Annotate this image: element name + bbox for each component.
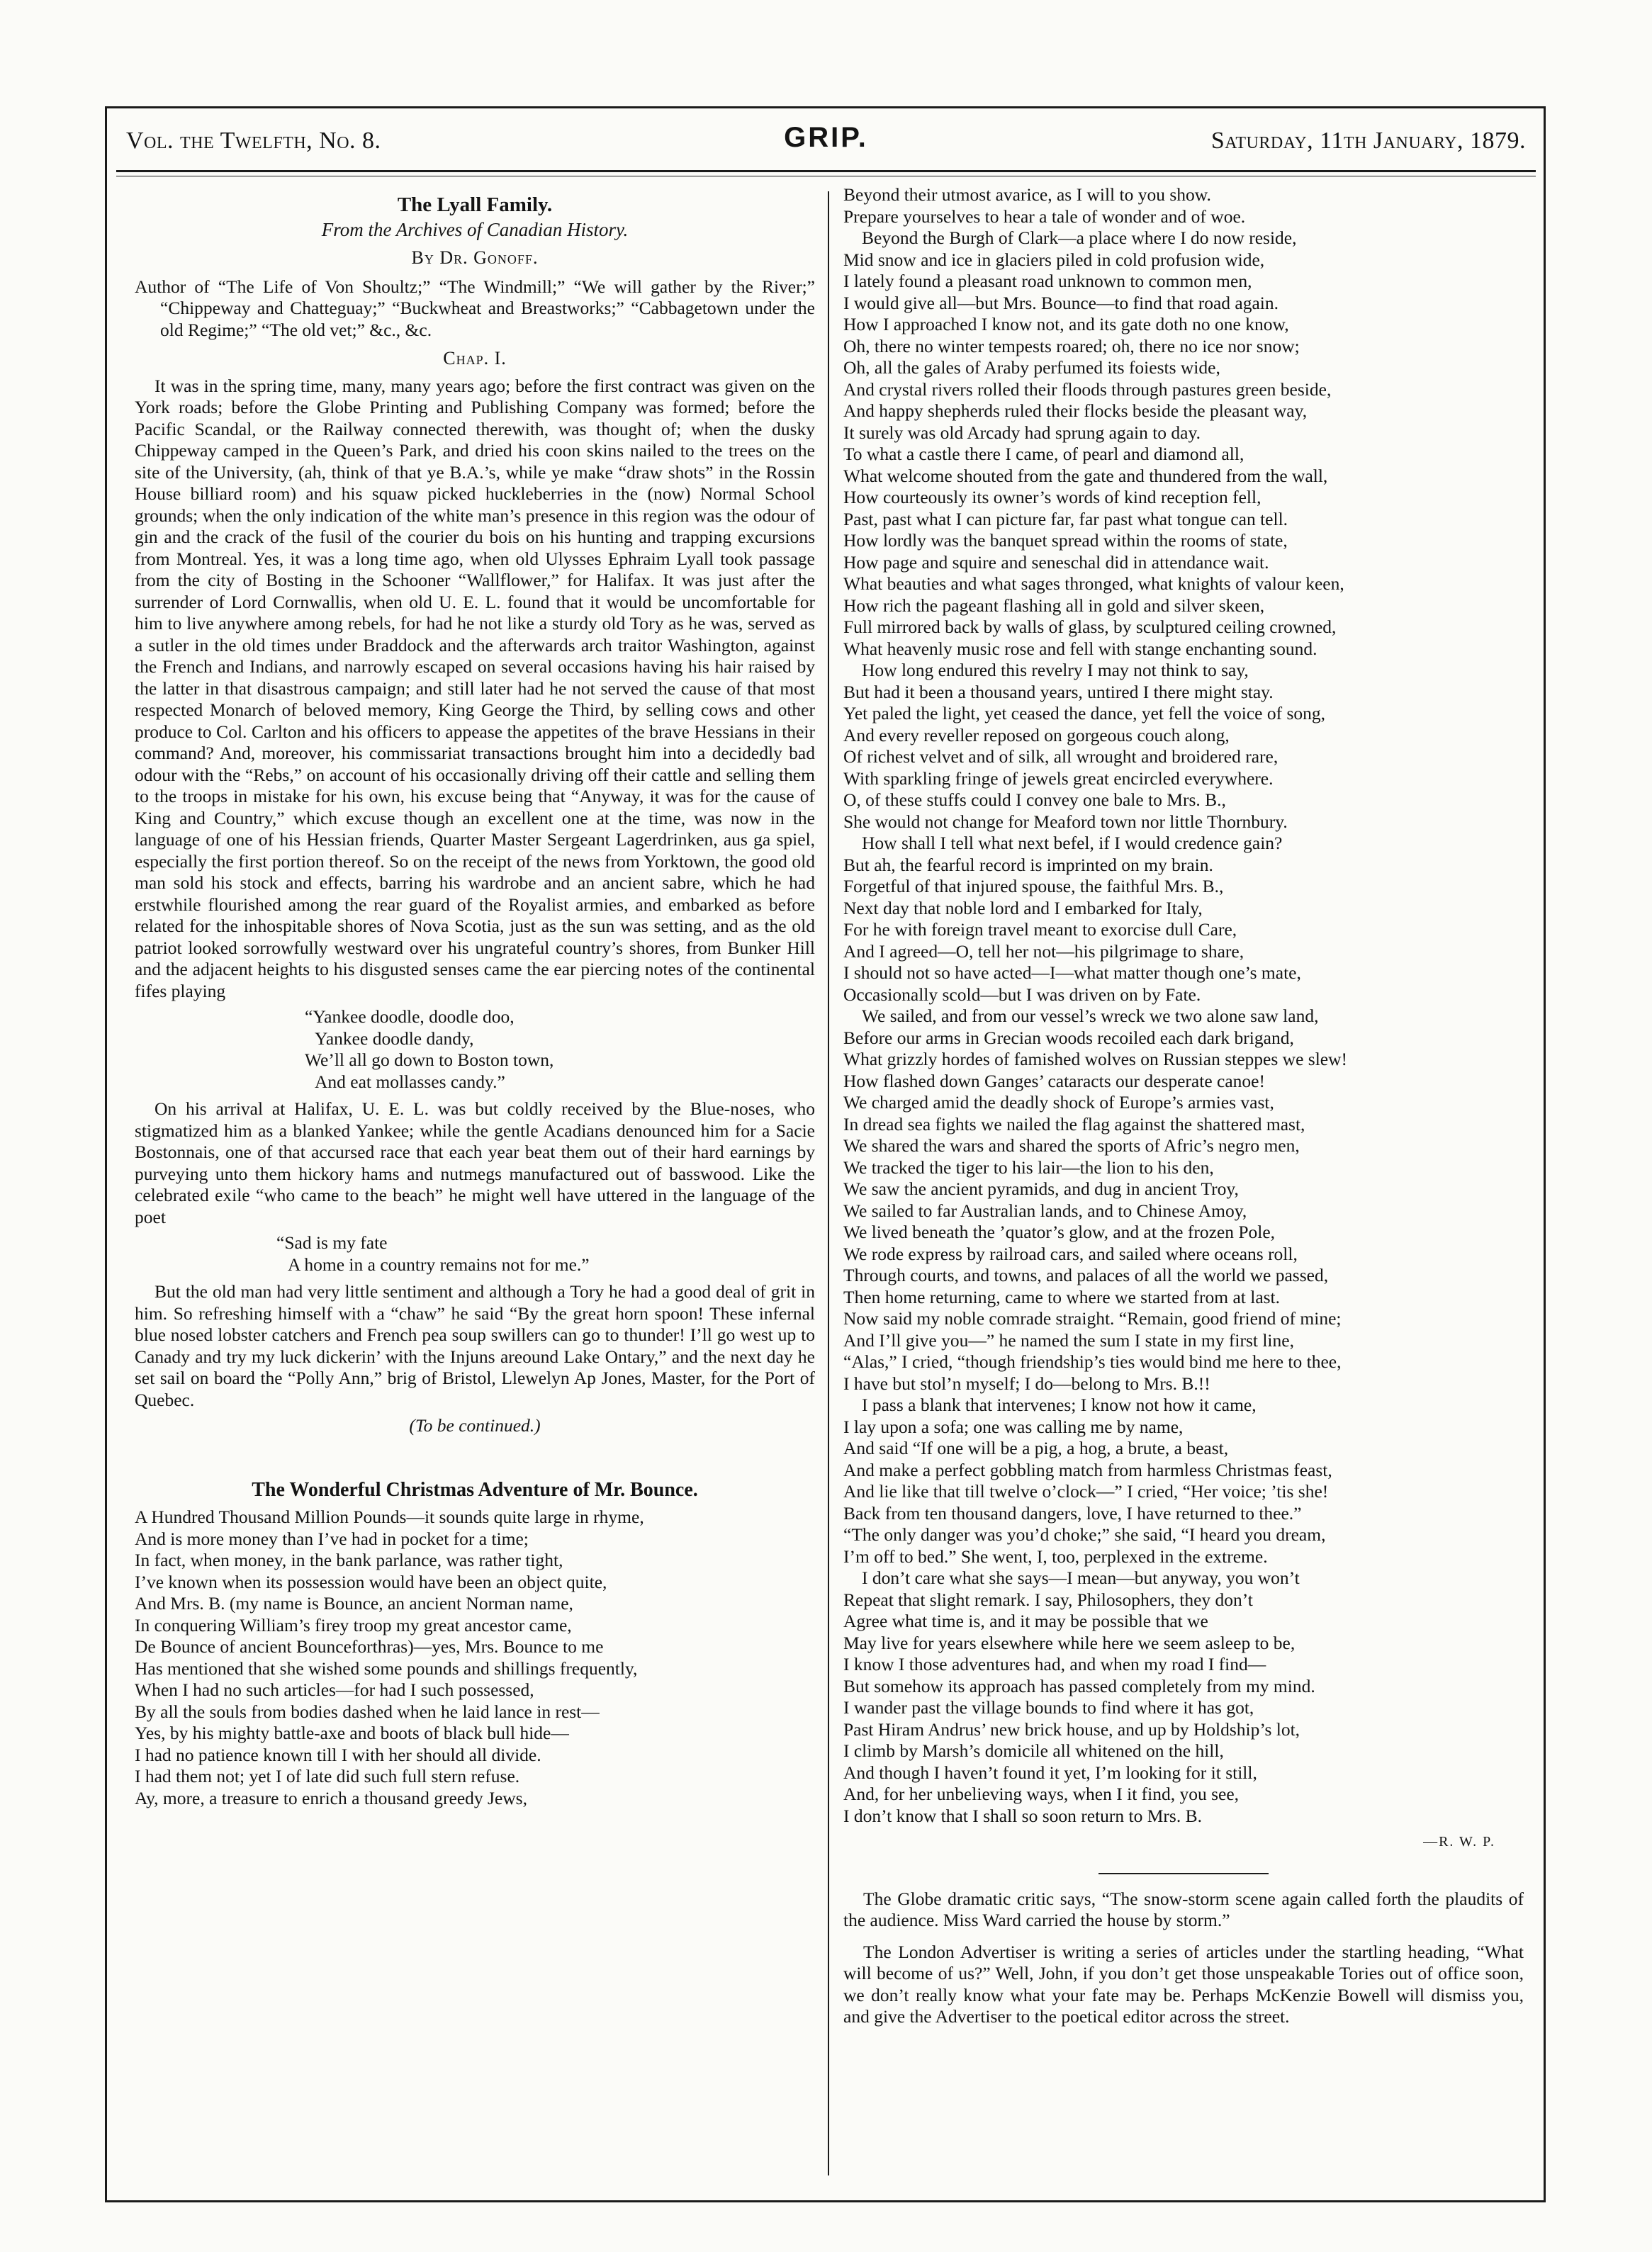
issue-date: Saturday, 11th January, 1879. [1210, 128, 1526, 154]
poem-line: I had them not; yet I of late did such full stern refuse. [135, 1766, 520, 1786]
verse-line: “Yankee doodle, doodle doo, [305, 1006, 515, 1027]
poem-line: Oh, there no winter tempests roared; oh, there no ice nor snow; [843, 335, 1300, 356]
poem-stanza [843, 184, 1524, 1827]
poem-line: I pass a blank that intervenes; I know not how it came, [862, 1395, 1257, 1415]
poem-line: We rode express by railroad cars, and sailed where oceans roll, [843, 1243, 1298, 1264]
poem-line: Of richest velvet and of silk, all wrought and broidered rare, [843, 746, 1279, 767]
publication-title: GRIP. [784, 122, 868, 153]
poem-line: I’ve known when its possession would have been an object quite, [135, 1571, 607, 1592]
poem-line: With sparkling fringe of jewels great encircled everywhere. [843, 767, 1274, 789]
poem-line: We charged amid the deadly shock of Europe’s armies vast, [843, 1092, 1274, 1113]
poem-line: And Mrs. B. (my name is Bounce, an ancient Norman name, [135, 1593, 573, 1614]
masthead [126, 122, 1526, 164]
poem-line: I lately found a pleasant road unknown to common men, [843, 271, 1252, 291]
poem-line: Ay, more, a treasure to enrich a thousand greedy Jews, [135, 1787, 527, 1808]
continued-note: (To be continued.) [409, 1415, 541, 1436]
poem-line: How long endured this revelry I may not think to say, [862, 660, 1249, 680]
poem-line: And happy shepherds ruled their flocks beside the pleasant way, [843, 400, 1308, 421]
poem-line: How I approached I know not, and its gate doth no one know, [843, 314, 1289, 334]
poem-signature: —R. W. P. [1423, 1834, 1495, 1850]
poem-line: Occasionally scold—but I was driven on by Fate. [843, 984, 1201, 1005]
poem-line: Before our arms in Grecian woods recoiled each dark brigand, [843, 1027, 1294, 1048]
poem-line: Then home returning, came to where we started from at last. [843, 1286, 1281, 1307]
poem-line: Past, past what I can picture far, far past what tongue can tell. [843, 508, 1288, 529]
poem-line: I should not so have acted—I—what matter though one’s mate, [843, 962, 1301, 983]
poem-line: Full mirrored back by walls of glass, by sculptured ceiling crowned, [843, 617, 1337, 637]
poem-line: How lordly was the banquet spread within the rooms of state, [843, 530, 1288, 551]
verse-line: “Sad is my fate [276, 1232, 388, 1253]
poem-line: De Bounce of ancient Bounceforthras)—yes, Mrs. Bounce to me [135, 1636, 604, 1657]
poem-line: And lie like that till twelve o’clock—” I cried, “Her voice; ’tis she! [843, 1481, 1329, 1502]
verse-quote [135, 1006, 815, 1093]
poem-line: I know I those adventures had, and when my road I find— [843, 1654, 1266, 1674]
article-paragraph: But the old man had very little sentiment and although a Tory he had a good deal of grit in him. So refreshing himself with a “chaw” he said “By the great horn spoon! These infernal blue nosed lobster catchers and French pea soup swillers can go to thunder! I’ll go west up to Canady and try my luck dickerin’ with the Injuns areound Lake Ontary,” and the next day he set sail on board the “Polly Ann,” brig of Bristol, Llewelyn Ap Jones, Master, for the Port of Quebec. [135, 1281, 815, 1410]
poem-line: May live for years elsewhere while here we seem asleep to be, [843, 1632, 1296, 1653]
newspaper-page [105, 106, 1547, 2204]
poem-line: And I’ll give you—” he named the sum I state in my first line, [843, 1329, 1294, 1351]
poem-line: I had no patience known till I with her should all divide. [135, 1744, 541, 1765]
verse-quote [135, 1232, 815, 1276]
poem-line: What grizzly hordes of famished wolves on Russian steppes we slew! [843, 1049, 1347, 1069]
poem-line: What beauties and what sages thronged, what knights of valour keen, [843, 573, 1344, 594]
article-byline: By Dr. Gonoff. [411, 247, 539, 268]
poem-line: For he with foreign travel meant to exorcise dull Care, [843, 919, 1237, 940]
poem-line: Past Hiram Andrus’ new brick house, and up by Holdship’s lot, [843, 1718, 1300, 1740]
poem-line: We saw the ancient pyramids, and dug in ancient Troy, [843, 1178, 1239, 1199]
article-paragraph: On his arrival at Halifax, U. E. L. was but coldly received by the Blue-noses, who stigmatized him as a blanked Yankee; while the gentle Acadians denounced him for a Sacie Bostonnais, one of that accursed race that each year beat them out of their hard earnings by purveying unto them hickory hams and nutmegs manufactured out of basswood. Like the celebrated exile “who came to the beach” he might well have uttered in the language of the poet [135, 1098, 815, 1227]
article-paragraph: It was in the spring time, many, many years ago; before the first contract was given on the York roads; before the Globe Printing and Publishing Company was formed; before the Pacific Scandal, or the Railway connected therewith, was thought of; when the dusky Chippeway camped in the Queen’s Park, and dried his coon skins nailed to the trees on the site of the University, (ah, think of that ye B.A.’s, while ye make “draw shots” in the Rossin House billiard room) and his squaw picked huckleberries in the (now) Normal School grounds; when the only indication of the white man’s presence in this region was the odour of gin and the crack of the fusil of the courier du bois on his hunting and trapping excursions from Montreal. Yes, it was a long time ago, when old Ulysses Ephraim Lyall took passage from the city of Bosting in the Schooner “Wallflower,” for Halifax. It was just after the surrender of Lord Cornwallis, when old U. E. L. found that it would be uncomfortable for him to live anywhere among rebels, for had he not like a sturdy old Tory as he was, served as a sutler in the old times under Braddock and the afterwards arch traitor Washington, against the French and Indians, and narrowly escaped on several occasions having his hair raised by the latter in that disastrous campaign; and still later had he not served the cause of that most respected Monarch of beloved memory, King George the Third, by selling cows and other produce to Col. Carlton and his officers to appease the appetites of the brave Hessians in their command? And, moreover, his commissariat transactions brought him into a decidedly bad odour with the “Rebs,” on account of his occasionally driving off their cattle and selling them to the troops in mistake for his own, his excuse being that “Anyway, it was for the cause of King and Country,” which excuse though an excellent one at the time, was now in the language of one of his Hessian friends, Quarter Master Sergeant Lagerdrinken, aus ga spiel, especially the first portion thereof. So on the receipt of the news from Yorktown, the good old man sold his stock and effects, barring his wardrobe and an ancient sabre, which he had erstwhile flourished among the rear guard of the Royalist armies, and embarked as before related for the inhospitable shores of Nova Scotia, just as the sun was setting, and as the old patriot looked sorrowfully westward over his ungrateful country’s shores, from Bunker Hill and the adjacent heights to his disgusted senses came the ear piercing notes of the continental fifes playing [135, 375, 815, 1001]
poem-line: But somehow its approach has passed completely from my mind. [843, 1675, 1315, 1696]
poem-line: What heavenly music rose and fell with stange enchanting sound. [843, 638, 1317, 659]
poem-title: The Wonderful Christmas Adventure of Mr. Bounce. [252, 1478, 698, 1501]
poem-line: And crystal rivers rolled their floods through pastures green beside, [843, 378, 1332, 400]
poem-line: Agree what time is, and it may be possible that we [843, 1611, 1208, 1631]
poem-line: But had it been a thousand years, untired I there might stay. [843, 681, 1274, 702]
author-credits: Author of “The Life of Von Shoultz;” “The Windmill;” “We will gather by the River;” “Chippeway and Chatteguay;” “Buckwheat and Breastworks;” “Cabbagetown under the old Regime;” “The old vet;” &c., &c. [135, 276, 815, 340]
poem-line: And every reveller reposed on gorgeous couch along, [843, 724, 1230, 745]
poem-line: And said “If one will be a pig, a hog, a brute, a beast, [843, 1438, 1229, 1458]
poem-line: Oh, all the gales of Araby perfumed its foiests wide, [843, 357, 1220, 378]
chapter-heading: Chap. I. [443, 348, 507, 368]
poem-line: Has mentioned that she wished some pounds and shillings frequently, [135, 1657, 638, 1679]
column-divider [828, 191, 829, 2175]
poem-line: We sailed, and from our vessel’s wreck we two alone saw land, [862, 1006, 1319, 1026]
poem-line: We tracked the tiger to his lair—the lion to his den, [843, 1156, 1214, 1178]
poem-line: Next day that noble lord and I embarked for Italy, [843, 897, 1203, 918]
poem-line: A Hundred Thousand Million Pounds—it sounds quite large in rhyme, [135, 1507, 644, 1527]
poem-line: When I had no such articles—for had I such possessed, [135, 1679, 534, 1700]
poem-line: Mid snow and ice in glaciers piled in cold profusion wide, [843, 249, 1265, 270]
poem-line: I climb by Marsh’s domicile all whitened on the hill, [843, 1740, 1224, 1761]
poem-line: What welcome shouted from the gate and thundered from the wall, [843, 465, 1328, 486]
poem-line: I don’t care what she says—I mean—but anyway, you won’t [862, 1567, 1300, 1588]
poem-line: But ah, the fearful record is imprinted on my brain. [843, 854, 1213, 875]
poem-line: How shall I tell what next befel, if I would credence gain? [862, 833, 1283, 853]
poem-line: It surely was old Arcady had sprung again to day. [843, 422, 1201, 443]
poem-line: And is more money than I’ve had in pocket for a time; [135, 1528, 529, 1549]
poem-line: I don’t know that I shall so soon return to Mrs. B. [843, 1805, 1202, 1826]
poem-line: O, of these stuffs could I convey one bale to Mrs. B., [843, 789, 1226, 810]
poem-line: We shared the wars and shared the sports of Afric’s negro men, [843, 1135, 1300, 1156]
poem-line: “The only danger was you’d choke;” she said, “I heard you dream, [843, 1524, 1326, 1545]
poem-line: Yes, by his mighty battle-axe and boots of black bull hide— [135, 1723, 569, 1743]
poem-line: To what a castle there I came, of pearl and diamond all, [843, 444, 1244, 464]
poem-line: In dread sea fights we nailed the flag against the shattered mast, [843, 1113, 1305, 1135]
poem-line: I have but stol’n myself; I do—belong to Mrs. B.!! [843, 1373, 1210, 1394]
article-subtitle: From the Archives of Canadian History. [321, 218, 629, 240]
poem-line: We lived beneath the ’quator’s glow, and at the frozen Pole, [843, 1222, 1276, 1242]
poem-line: Repeat that slight remark. I say, Philosophers, they don’t [843, 1589, 1253, 1610]
poem-line: In fact, when money, in the bank parlance, was rather tight, [135, 1550, 563, 1570]
section-rule [1098, 1873, 1269, 1874]
poem-line: And though I haven’t found it yet, I’m looking for it still, [843, 1762, 1257, 1783]
poem-line: Prepare yourselves to hear a tale of wonder and of woe. [843, 206, 1246, 227]
article-title: The Lyall Family. [397, 193, 553, 216]
poem-line: She would not change for Meaford town nor little Thornbury. [843, 811, 1288, 832]
right-column [843, 184, 1524, 2038]
poem-line: Now said my noble comrade straight. “Remain, good friend of mine; [843, 1308, 1342, 1329]
poem-line: And make a perfect gobbling match from harmless Christmas feast, [843, 1459, 1332, 1480]
poem-line: Through courts, and towns, and palaces of all the world we passed, [843, 1265, 1329, 1285]
poem-line: In conquering William’s firey troop my great ancestor came, [135, 1614, 572, 1635]
poem-line: I would give all—but Mrs. Bounce—to find that road again. [843, 292, 1279, 313]
news-note: The London Advertiser is writing a series of articles under the startling heading, “What will become of us?” Well, John, if you don’t get those unspeakable Tories out of office soon, we don’t really know what your fate may be. Perhaps McKenzie Bowell will dismiss you, and give the Advertiser to the poetical editor across the street. [843, 1941, 1524, 2027]
poem-stanza [135, 1507, 815, 1809]
poem-line: How rich the pageant flashing all in gold and silver skeen, [843, 595, 1265, 616]
poem-line: By all the souls from bodies dashed when he laid lance in rest— [135, 1701, 600, 1722]
poem-line: I wander past the village bounds to find where it has got, [843, 1697, 1254, 1718]
left-column [135, 184, 815, 1809]
poem-line: I’m off to bed.” She went, I, too, perplexed in the extreme. [843, 1546, 1268, 1567]
poem-line: Back from ten thousand dangers, love, I have returned to thee.” [843, 1502, 1302, 1524]
poem-line: And, for her unbelieving ways, when I it find, you see, [843, 1784, 1240, 1804]
poem-line: Forgetful of that injured spouse, the faithful Mrs. B., [843, 876, 1224, 896]
poem-line: Yet paled the light, yet ceased the dance, yet fell the voice of song, [843, 703, 1326, 724]
poem-line: I lay upon a sofa; one was calling me by name, [843, 1416, 1184, 1437]
news-note: The Globe dramatic critic says, “The snow-storm scene again called forth the plaudits of the audience. Miss Ward carried the house by storm.” [843, 1888, 1524, 1930]
poem-line: And I agreed—O, tell her not—his pilgrimage to share, [843, 940, 1244, 962]
poem-line: Beyond their utmost avarice, as I will to you show. [843, 184, 1211, 205]
poem-line: How courteously its owner’s words of kind reception fell, [843, 487, 1262, 507]
volume-number: Vol. the Twelfth, No. 8. [126, 128, 381, 154]
poem-line: “Alas,” I cried, “though friendship’s ties would bind me here to thee, [843, 1351, 1342, 1372]
poem-line: How flashed down Ganges’ cataracts our desperate canoe! [843, 1070, 1265, 1091]
verse-line: We’ll all go down to Boston town, [305, 1049, 554, 1070]
poem-line: Beyond the Burgh of Clark—a place where I do now reside, [862, 227, 1297, 248]
masthead-rule [116, 170, 1536, 176]
poem-line: We sailed to far Australian lands, and to Chinese Amoy, [843, 1200, 1247, 1221]
verse-line: And eat mollasses candy.” [315, 1071, 505, 1092]
verse-line: Yankee doodle dandy, [315, 1028, 474, 1049]
poem-line: How page and squire and seneschal did in attendance wait. [843, 551, 1269, 573]
verse-line: A home in a country remains not for me.” [288, 1254, 590, 1275]
